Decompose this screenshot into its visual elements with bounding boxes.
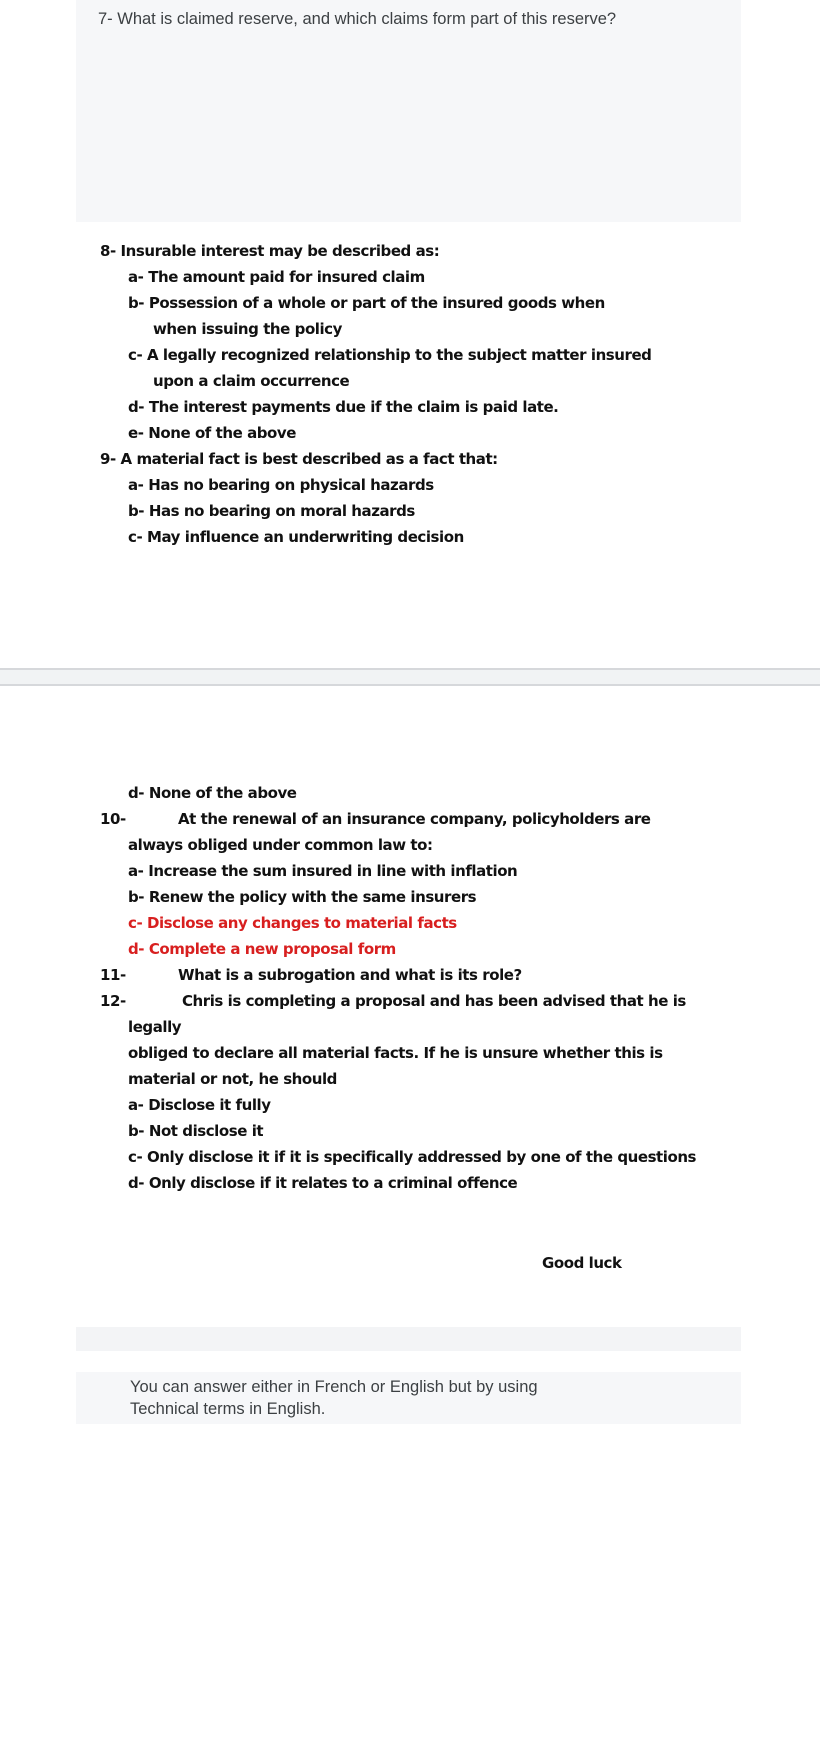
question-12-option-b: b- Not disclose it [128,1122,264,1140]
question-12-title: Chris is completing a proposal and has been advised that he is [182,992,686,1010]
question-12-option-d: d- Only disclose if it relates to a criminal offence [128,1174,518,1192]
question-10-option-c-highlighted: c- Disclose any changes to material facts [128,914,457,932]
question-12-option-a: a- Disclose it fully [128,1096,271,1114]
question-8-option-c-continued: upon a claim occurrence [153,372,350,390]
question-9-title: 9- A material fact is best described as a fact that: [100,450,498,468]
question-10-title-continued: always obliged under common law to: [128,836,433,854]
good-luck-text: Good luck [542,1254,622,1272]
page-break-divider [0,668,820,686]
question-8-option-b-continued: when issuing the policy [153,320,342,338]
question-10-option-d-highlighted: d- Complete a new proposal form [128,940,396,958]
question-7-text: 7- What is claimed reserve, and which claims form part of this reserve? [98,10,617,28]
question-12-option-c: c- Only disclose it if it is specifically addressed by one of the questions [128,1148,697,1166]
question-8-option-d: d- The interest payments due if the claim is paid late. [128,398,559,416]
question-10-option-b: b- Renew the policy with the same insurers [128,888,477,906]
question-9-option-d: d- None of the above [128,784,297,802]
instructions-line-2: Technical terms in English. [130,1400,326,1418]
question-11-number: 11- [100,966,126,984]
question-8-title: 8- Insurable interest may be described as: [100,242,440,260]
question-9-option-a: a- Has no bearing on physical hazards [128,476,434,494]
question-7-answer-area [76,0,741,222]
question-10-number: 10- [100,810,126,828]
question-12-number: 12- [100,992,126,1010]
question-9-option-c: c- May influence an underwriting decision [128,528,464,546]
question-10-option-a: a- Increase the sum insured in line with inflation [128,862,518,880]
question-8-option-a: a- The amount paid for insured claim [128,268,425,286]
question-8-option-e: e- None of the above [128,424,296,442]
question-12-title-line-3: obliged to declare all material facts. If he is unsure whether this is [128,1044,663,1062]
question-12-title-line-2: legally [128,1018,182,1036]
question-10-title: At the renewal of an insurance company, policyholders are [178,810,651,828]
question-8-option-b: b- Possession of a whole or part of the insured goods when [128,294,605,312]
question-11-title: What is a subrogation and what is its role? [178,966,522,984]
instructions-line-1: You can answer either in French or English but by using [130,1378,538,1396]
question-12-title-line-4: material or not, he should [128,1070,337,1088]
question-9-option-b: b- Has no bearing on moral hazards [128,502,415,520]
question-8-option-c: c- A legally recognized relationship to the subject matter insured [128,346,652,364]
separator-band [76,1327,741,1351]
